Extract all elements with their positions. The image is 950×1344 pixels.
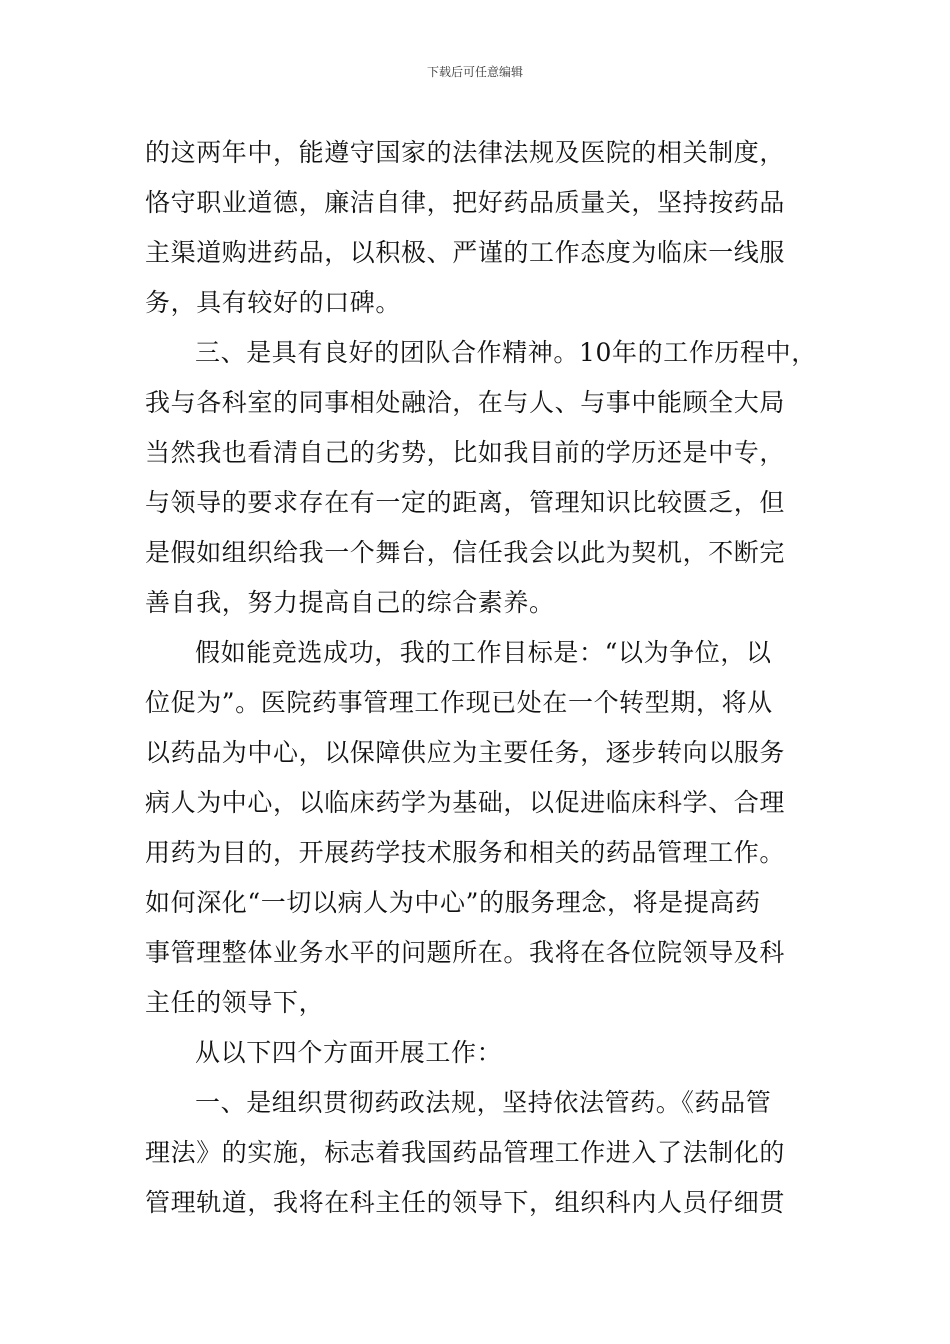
text-line: 用药为目的，开展药学技术服务和相关的药品管理工作。 bbox=[145, 838, 786, 867]
text-line: 主渠道购进药品，以积极、严谨的工作态度为临床一线服 bbox=[145, 238, 786, 267]
text-line: 的这两年中，能遵守国家的法律法规及医院的相关制度， bbox=[145, 138, 786, 167]
text-line-indented: 一、是组织贯彻药政法规，坚持依法管药。《药品管 bbox=[195, 1088, 772, 1117]
text-line: 如何深化“一切以病人为中心”的服务理念，将是提高药 bbox=[145, 888, 761, 917]
text-line: 务，具有较好的口碑。 bbox=[145, 288, 402, 317]
text-line: 是假如组织给我一个舞台，信任我会以此为契机，不断完 bbox=[145, 538, 786, 567]
text-line: 恪守职业道德，廉洁自律，把好药品质量关，坚持按药品 bbox=[145, 188, 786, 217]
text-line: 以药品为中心，以保障供应为主要任务，逐步转向以服务 bbox=[145, 738, 786, 767]
text-line: 管理轨道，我将在科主任的领导下，组织科内人员仔细贯 bbox=[145, 1188, 786, 1217]
text-line: 与领导的要求存在有一定的距离，管理知识比较匮乏，但 bbox=[145, 488, 786, 517]
text-line-indented: 三、是具有良好的团队合作精神。10年的工作历程中， bbox=[195, 338, 817, 367]
text-line: 善自我，努力提高自己的综合素养。 bbox=[145, 588, 555, 617]
text-line: 病人为中心，以临床药学为基础，以促进临床科学、合理 bbox=[145, 788, 786, 817]
text-line: 理法》的实施，标志着我国药品管理工作进入了法制化的 bbox=[145, 1138, 786, 1167]
text-line: 我与各科室的同事相处融洽，在与人、与事中能顾全大局 bbox=[145, 388, 786, 417]
text-line-indented: 从以下四个方面开展工作： bbox=[195, 1038, 503, 1067]
text-line: 位促为”。医院药事管理工作现已处在一个转型期，将从 bbox=[145, 688, 773, 717]
text-line: 当然我也看清自己的劣势，比如我目前的学历还是中专， bbox=[145, 438, 786, 467]
text-line-indented: 假如能竞选成功，我的工作目标是：“以为争位，以 bbox=[195, 638, 772, 667]
page-header: 下载后可任意编辑 bbox=[426, 65, 523, 79]
document-body bbox=[145, 128, 825, 1228]
text-line: 主任的领导下， bbox=[145, 988, 325, 1017]
text-line: 事管理整体业务水平的问题所在。我将在各位院领导及科 bbox=[145, 938, 786, 967]
